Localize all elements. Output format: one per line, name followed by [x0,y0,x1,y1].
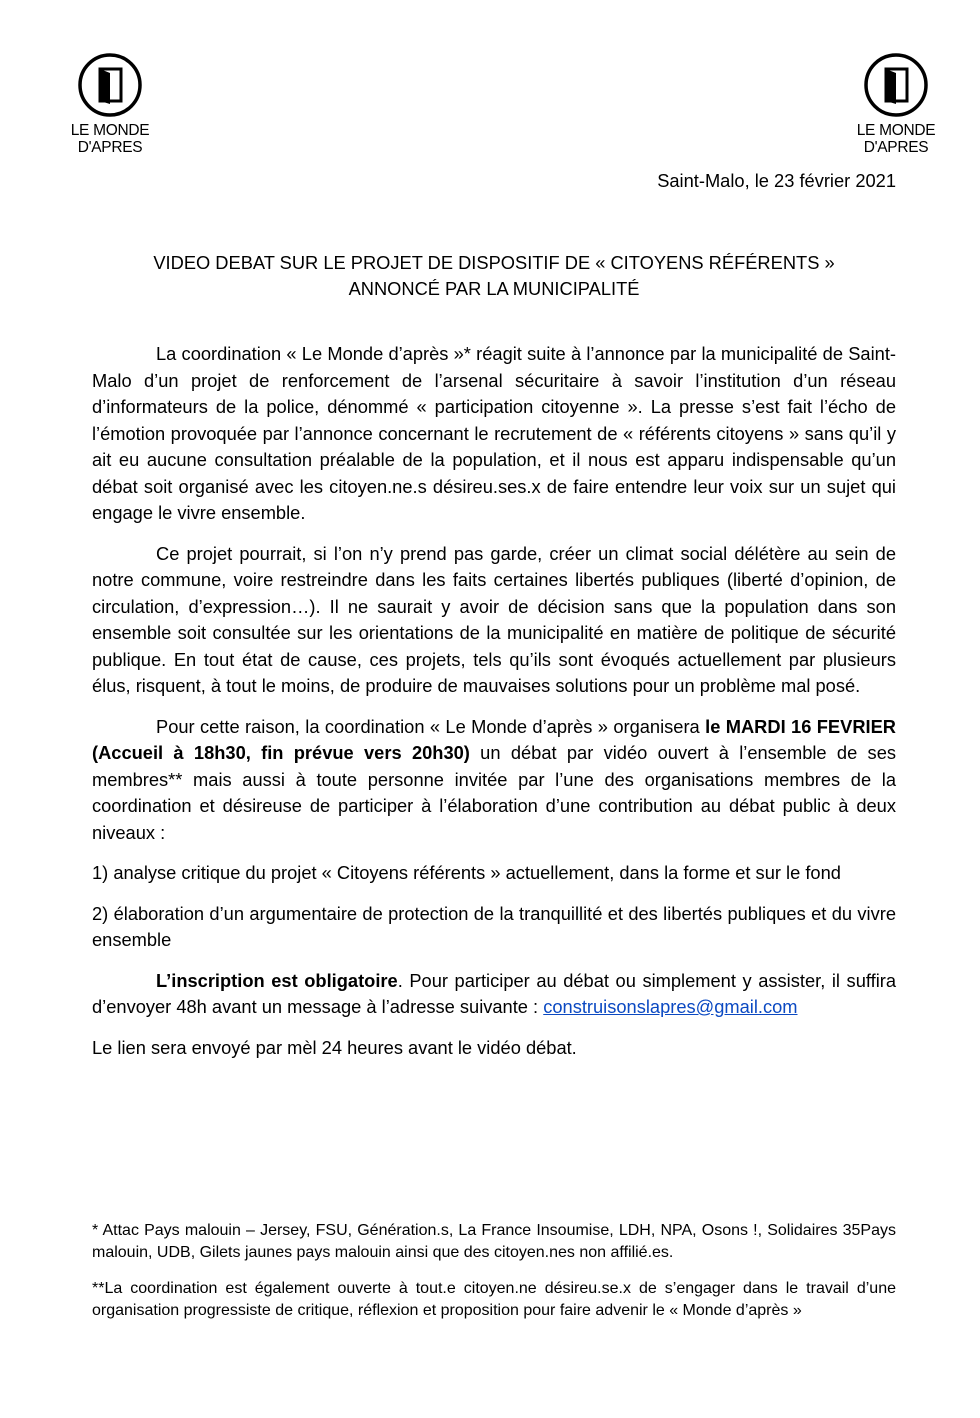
logo-line-2: D'APRES [863,139,929,156]
logo-right [850,52,942,156]
footnotes [92,1220,896,1336]
logo-text [850,122,942,156]
logo-line-1: LE MONDE [70,122,150,139]
logo-line-1: LE MONDE [856,122,936,139]
door-icon [863,52,929,118]
list-item-1: 1) analyse critique du projet « Citoyens référents » actuellement, dans la forme et sur le fond [92,862,841,883]
paragraph-1: La coordination « Le Monde d’après »* réagit suite à l’annonce par la municipalité de Saint-Malo d’un projet de renforcement de l’arsenal sécuritaire à savoir l’institution d’un réseau d’informateurs de la police, dénommé « participation citoyenne ». La presse s’est fait l’écho de l’émotion provoquée par l’annonce concernant le recrutement de « référents citoyens » sans qu’il y ait eu aucune consultation préalable de la population, et il nous est apparu indispensable qu’un débat soit organisé avec les citoyen.ne.s désireu.ses.x de faire entendre leur voix sur un sujet qui engage le vivre ensemble. [92,343,896,523]
email-link[interactable]: construisonslapres@gmail.com [543,996,798,1017]
paragraph-2: Ce projet pourrait, si l’on n’y prend pas garde, créer un climat social délétère au sein de notre commune, voire restreindre dans les faits certaines libertés publiques (liberté d’opinion, de circulation, d’expression…). Il ne saurait y avoir de décision sans que la population dans son ensemble soit consultée sur les orientations de la municipalité en matière de politique de sécurité publique. En tout état de cause, ces projets, tels qu’ils sont évoqués actuellement par plusieurs élus, risquent, à tout le moins, de produire de mauvaises solutions pour un problème mal posé. [92,542,896,696]
footnote-2: **La coordination est également ouverte à tout.e citoyen.ne désireu.se.x de s’engager dans le travail d’une organisation progressiste de critique, réflexion et proposition pour faire advenir le « Monde d’après » [92,1280,896,1319]
document-body [92,341,896,1075]
logo-text [64,122,156,156]
paragraph-5: Le lien sera envoyé par mèl 24 heures avant le vidéo débat. [92,1036,577,1058]
door-icon [77,52,143,118]
event-date-bold: le MARDI 16 FEVRIER (Accueil à 18h30, fin prévue vers 20h30) [92,715,896,763]
registration-bold: L’inscription est obligatoire [156,969,398,991]
paragraph-3 [92,714,896,847]
title-line-2: ANNONCÉ PAR LA MUNICIPALITÉ [348,278,640,299]
document-title [92,250,896,302]
footnote-1: * Attac Pays malouin – Jersey, FSU, Génération.s, La France Insoumise, LDH, NPA, Osons !, Solidaires 35Pays malouin, UDB, Gilets jaunes pays malouin ainsi que des citoyen.nes non affilié.es. [92,1222,896,1261]
paragraph-4-text: . Pour participer au débat ou simplement y assister, il suffira d’envoyer 48h avant un message à l’adresse suivante : [92,969,897,1017]
logo-line-2: D'APRES [77,139,143,156]
paragraph-3-start: Pour cette raison, la coordination « Le Monde d’après » organisera [156,715,706,737]
paragraph-3-end: un débat par vidéo ouvert à l’ensemble de ses membres** mais aussi à toute personne invitée par l’une des organisations membres de la coordination et désireuse de participer à l’élaboration d’une contribution au débat public à deux niveaux : [92,742,896,843]
list-item-2: 2) élaboration d’un argumentaire de protection de la tranquillité et des libertés publiques et du vivre ensemble [92,902,896,950]
paragraph-4 [92,968,896,1021]
logo-left [64,52,156,156]
title-line-1: VIDEO DEBAT SUR LE PROJET DE DISPOSITIF DE « CITOYENS RÉFÉRENTS » [153,252,835,273]
document-date: Saint-Malo, le 23 février 2021 [657,170,896,191]
